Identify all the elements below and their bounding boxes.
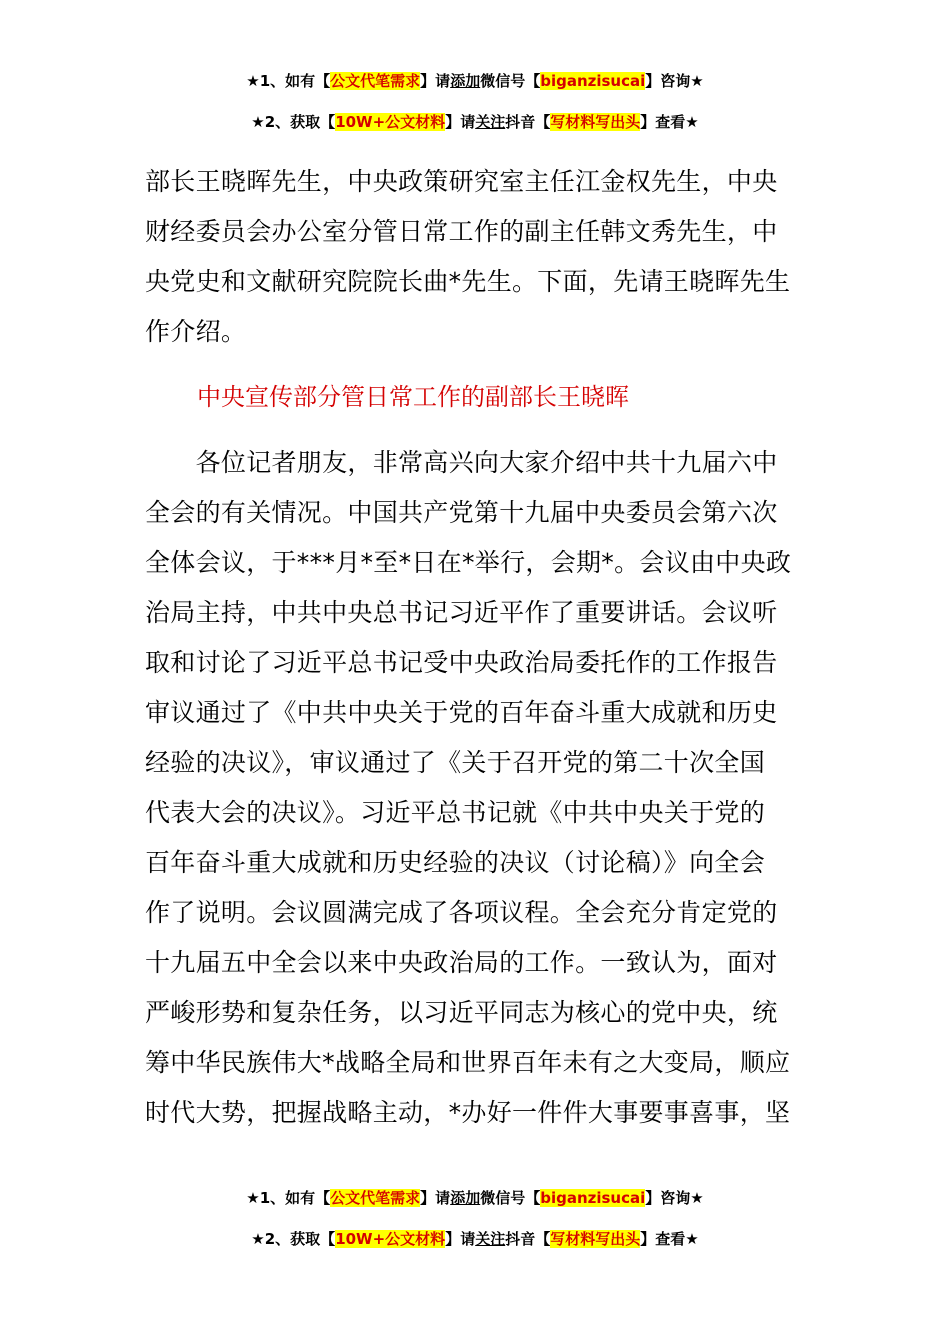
text-line: 各位记者朋友，非常高兴向大家介绍中共十九届六中 bbox=[145, 448, 778, 477]
text-line: 筹中华民族伟大*战略全局和世界百年未有之大变局，顺应 bbox=[145, 1048, 791, 1077]
promo-text: 】咨询★ bbox=[645, 72, 704, 90]
promo-highlight: biganzisucai bbox=[540, 1189, 646, 1207]
promo-text: 】请 bbox=[445, 1230, 476, 1248]
text-line: 取和讨论了习近平总书记受中央政治局委托作的工作报告 bbox=[145, 648, 778, 677]
promo-highlight: 写材料写出头 bbox=[550, 113, 641, 131]
text-line: 作了说明。会议圆满完成了各项议程。全会充分肯定党的 bbox=[145, 898, 778, 927]
promo-text: 】请 bbox=[420, 72, 451, 90]
promo-text: ★2、获取【 bbox=[251, 1230, 336, 1248]
text-line: 央党史和文献研究院院长曲*先生。下面，先请王晓晖先生 bbox=[145, 267, 791, 296]
promo-highlight: biganzisucai bbox=[540, 72, 646, 90]
text-line: 全体会议，于***月*至*日在*举行，会期*。会议由中央政 bbox=[145, 548, 792, 577]
text-line: 治局主持，中共中央总书记习近平作了重要讲话。会议听 bbox=[145, 598, 778, 627]
promo-underlined: 添加 bbox=[450, 1189, 481, 1207]
promo-highlight: 写材料写出头 bbox=[550, 1230, 641, 1248]
text-line: 审议通过了《中共中央关于党的百年奋斗重大成就和历史 bbox=[145, 698, 778, 727]
speaker-heading: 中央宣传部分管日常工作的副部长王晓晖 bbox=[197, 383, 629, 411]
promo-text: ★2、获取【 bbox=[251, 113, 336, 131]
promo-text: ★1、如有【 bbox=[246, 1189, 331, 1207]
text-line: 作介绍。 bbox=[145, 317, 247, 346]
promo-text: 】查看★ bbox=[640, 113, 699, 131]
promo-text: 抖音【 bbox=[505, 1230, 551, 1248]
speech-paragraph bbox=[145, 438, 810, 1138]
promo-line-2-top bbox=[0, 111, 950, 133]
text-line: 十九届五中全会以来中央政治局的工作。一致认为，面对 bbox=[145, 948, 778, 977]
promo-text: 微信号【 bbox=[480, 1189, 541, 1207]
promo-text: ★1、如有【 bbox=[246, 72, 331, 90]
text-line: 代表大会的决议》。习近平总书记就《中共中央关于党的 bbox=[145, 798, 766, 827]
promo-highlight: 公文代笔需求 bbox=[330, 72, 421, 90]
text-line: 全会的有关情况。中国共产党第十九届中央委员会第六次 bbox=[145, 498, 778, 527]
promo-text: 抖音【 bbox=[505, 113, 551, 131]
promo-text: 微信号【 bbox=[480, 72, 541, 90]
promo-underlined: 关注 bbox=[475, 1230, 506, 1248]
promo-text: 】请 bbox=[445, 113, 476, 131]
promo-text: 】咨询★ bbox=[645, 1189, 704, 1207]
text-line: 时代大势，把握战略主动，*办好一件件大事要事喜事，坚 bbox=[145, 1098, 791, 1127]
text-line: 严峻形势和复杂任务，以习近平同志为核心的党中央，统 bbox=[145, 998, 778, 1027]
intro-paragraph bbox=[145, 157, 810, 357]
text-line: 部长王晓晖先生，中央政策研究室主任江金权先生，中央 bbox=[145, 167, 778, 196]
promo-highlight: 10W+公文材料 bbox=[335, 113, 446, 131]
text-line: 经验的决议》，审议通过了《关于召开党的第二十次全国 bbox=[145, 748, 766, 777]
text-line: 财经委员会办公室分管日常工作的副主任韩文秀先生，中 bbox=[145, 217, 778, 246]
promo-text: 】查看★ bbox=[640, 1230, 699, 1248]
promo-highlight: 公文代笔需求 bbox=[330, 1189, 421, 1207]
promo-underlined: 关注 bbox=[475, 113, 506, 131]
promo-underlined: 添加 bbox=[450, 72, 481, 90]
promo-line-2-bottom bbox=[0, 1228, 950, 1250]
promo-highlight: 10W+公文材料 bbox=[335, 1230, 446, 1248]
text-line: 百年奋斗重大成就和历史经验的决议（讨论稿）》向全会 bbox=[145, 848, 766, 877]
promo-line-1-top bbox=[0, 70, 950, 92]
promo-text: 】请 bbox=[420, 1189, 451, 1207]
promo-line-1-bottom bbox=[0, 1187, 950, 1209]
